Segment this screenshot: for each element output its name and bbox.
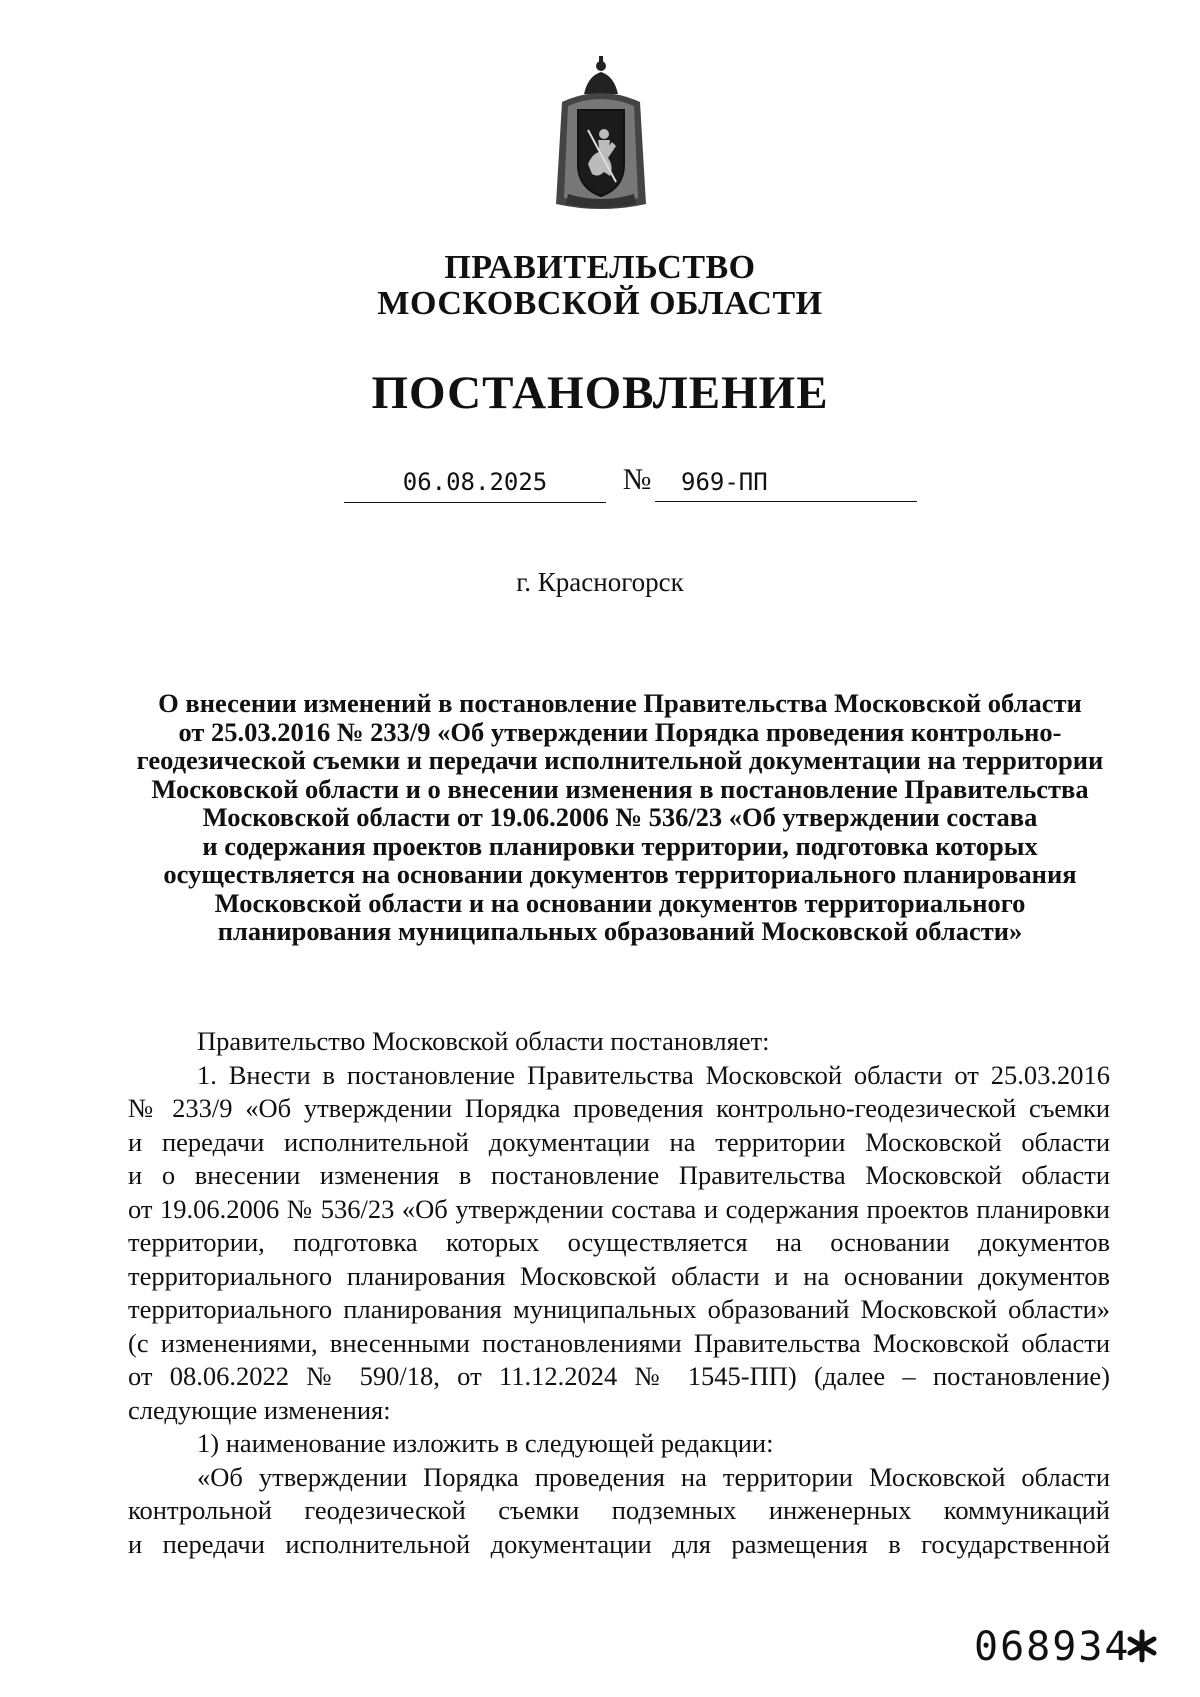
document-heading [130,689,1110,946]
government-name-line2: МОСКОВСКОЙ ОБЛАСТИ [377,285,823,322]
coat-of-arms-icon [548,54,654,214]
paragraph-line: следующие изменения: [128,1394,391,1425]
quote-line: контрольной геодезической съемки подземных инженерных коммуникаций [128,1495,1110,1525]
paragraph-line: территории, подготовка которых осуществляется на основании документов [128,1227,1110,1257]
heading-line: осуществляется на основании документов территориального планирования [163,859,1077,889]
paragraph-line: территориального планирования Московской области и на основании документов [128,1260,1110,1291]
document-number: 969-ПП [655,462,917,502]
heading-line: планирования муниципальных образований Московской области» [217,916,1023,946]
paragraph-line: 1. Внести в постановление Правительства Московской области от 25.03.2016 [197,1059,1110,1090]
document-date: 06.08.2025 [344,462,606,503]
paragraph-line: и о внесении изменения в постановление Правительства Московской области [128,1160,1110,1190]
heading-line: О внесении изменений в постановление Правительства Московской области [158,688,1082,718]
paragraph-line: от 08.06.2022 № 590/18, от 11.12.2024 № 1545-ПП) (далее – постановление) [128,1361,1110,1391]
document-body [128,1025,1110,1561]
city-name: г. Красногорск [516,567,684,597]
quote-line: и передачи исполнительной документации для размещения в государственной [128,1528,1110,1559]
number-sign: № [622,463,652,496]
preamble: Правительство Московской области постановляет: [197,1026,770,1056]
paragraph-line: № 233/9 «Об утверждении Порядка проведения контрольно-геодезической съемки [128,1093,1110,1123]
asterisk-mark-icon [1124,1628,1160,1664]
paragraph-line: (с изменениями, внесенными постановлениями Правительства Московской области [128,1327,1110,1358]
heading-line: от 25.03.2016 № 233/9 «Об утверждении Порядка проведения контрольно- [178,716,1062,747]
paragraph-line: от 19.06.2006 № 536/23 «Об утверждении состава и содержания проектов планировки [128,1193,1110,1224]
list-item: 1) наименование изложить в следующей редакции: [197,1428,774,1458]
paragraph-line: территориального планирования муниципальных образований Московской области» [128,1294,1110,1324]
document-type-title: ПОСТАНОВЛЕНИЕ [371,367,829,419]
heading-line: Московской области от 19.06.2006 № 536/23 «Об утверждении состава [202,802,1038,832]
heading-line: и содержания проектов планировки территории, подготовка которых [202,830,1038,861]
government-name-line1: ПРАВИТЕЛЬСТВО [444,249,756,286]
heading-line: Московской области и о внесении изменения в постановление Правительства [151,773,1089,804]
serial-number: 068934 [974,1624,1131,1670]
heading-line: геодезической съемки и передачи исполнительной документации на территории [136,745,1104,775]
heading-line: Московской области и на основании документов территориального [214,887,1026,918]
quote-line: «Об утверждении Порядка проведения на территории Московской области [197,1461,1110,1492]
paragraph-line: и передачи исполнительной документации на территории Московской области [128,1126,1110,1157]
